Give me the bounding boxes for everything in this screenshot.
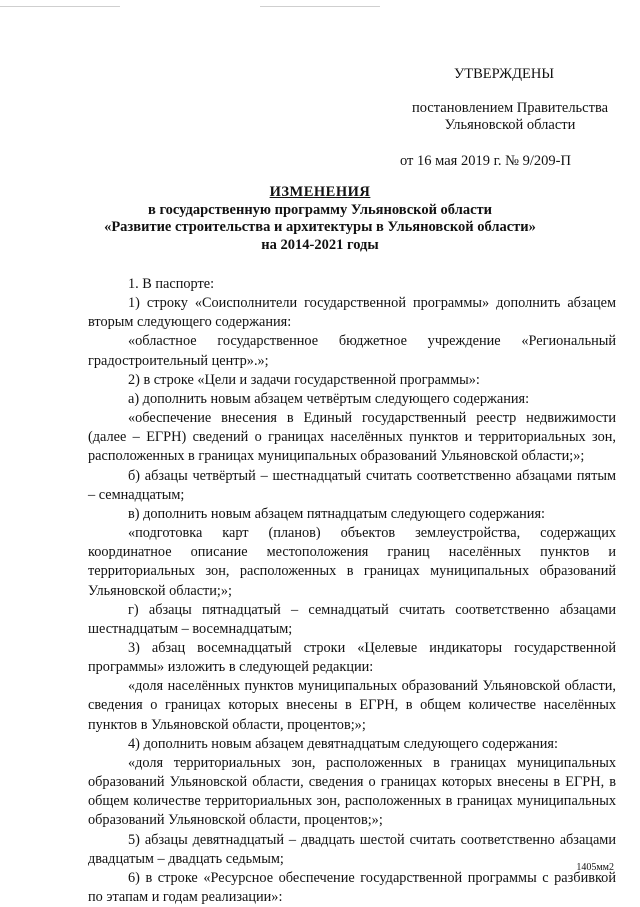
- paragraph: «доля населённых пунктов муниципальных образований Ульяновской области, сведения о границах которых внесены в ЕГРН, в общем количестве населённых пунктов в Ульяновской области, процентов;»;: [88, 678, 616, 733]
- approval-stamp: [400, 66, 620, 170]
- paragraph: 5) абзацы девятнадцатый – двадцать шестой считать соответственно абзацами двадцатым – двадцать седьмым;: [88, 831, 616, 867]
- approval-line-2: Ульяновской области: [444, 117, 576, 133]
- footer-code: 1405мм2: [576, 862, 614, 873]
- scan-artifact-line: [260, 6, 380, 7]
- paragraph: «подготовка карт (планов) объектов землеустройства, содержащих координатное описание местоположения границ населённых пунктов и территориальных зон, расположенных в границах муниципальных образований Ульяновской области;»;: [88, 525, 616, 599]
- scan-artifact-line: [0, 6, 120, 7]
- approval-heading: УТВЕРЖДЕНЫ: [453, 66, 555, 82]
- document-title-block: [70, 184, 570, 254]
- paragraph: «областное государственное бюджетное учреждение «Региональный градостроительный центр».»;: [88, 333, 616, 369]
- approval-line-1: постановлением Правительства: [411, 100, 609, 116]
- document-title: ИЗМЕНЕНИЯ: [269, 184, 371, 200]
- paragraph: б) абзацы четвёртый – шестнадцатый считать соответственно абзацами пятым – семнадцатым;: [88, 467, 616, 503]
- paragraph: 3) абзац восемнадцатый строки «Целевые индикаторы государственной программы» изложить в следующей редакции:: [88, 639, 616, 676]
- paragraph: «доля территориальных зон, расположенных в границах муниципальных образований Ульяновской области, сведения о границах которых внесены в ЕГРН, в общем количестве территориальных зон, расположенных в границах муниципальных образований Ульяновской области, процентов;»;: [88, 754, 616, 829]
- paragraph: г) абзацы пятнадцатый – семнадцатый считать соответственно абзацами шестнадцатым – восемнадцатым;: [88, 601, 616, 637]
- paragraph: 1) строку «Соисполнители государственной программы» дополнить абзацем вторым следующего содержания:: [88, 295, 616, 331]
- paragraph: 6) в строке «Ресурсное обеспечение государственной программы с разбивкой по этапам и годам реализации»:: [88, 869, 616, 905]
- paragraph: 2) в строке «Цели и задачи государственной программы»:: [128, 371, 480, 388]
- paragraph: в) дополнить новым абзацем пятнадцатым следующего содержания:: [128, 505, 546, 522]
- paragraph: «обеспечение внесения в Единый государственный реестр недвижимости (далее – ЕГРН) сведений о границах населённых пунктов и территориальных зон, расположенных в границах муниципальных образований Ульяновской области;»;: [88, 410, 616, 465]
- title-line-2: «Развитие строительства и архитектуры в Ульяновской области»: [104, 219, 536, 235]
- title-line-1: в государственную программу Ульяновской области: [147, 201, 492, 218]
- title-line-3: на 2014-2021 годы: [261, 236, 379, 253]
- paragraph: а) дополнить новым абзацем четвёртым следующего содержания:: [128, 390, 530, 407]
- paragraph: 1. В паспорте:: [128, 276, 215, 292]
- approval-date: от 16 мая 2019 г. № 9/209-П: [400, 153, 571, 169]
- paragraph: 4) дополнить новым абзацем девятнадцатым следующего содержания:: [128, 735, 558, 752]
- document-body: [88, 275, 616, 907]
